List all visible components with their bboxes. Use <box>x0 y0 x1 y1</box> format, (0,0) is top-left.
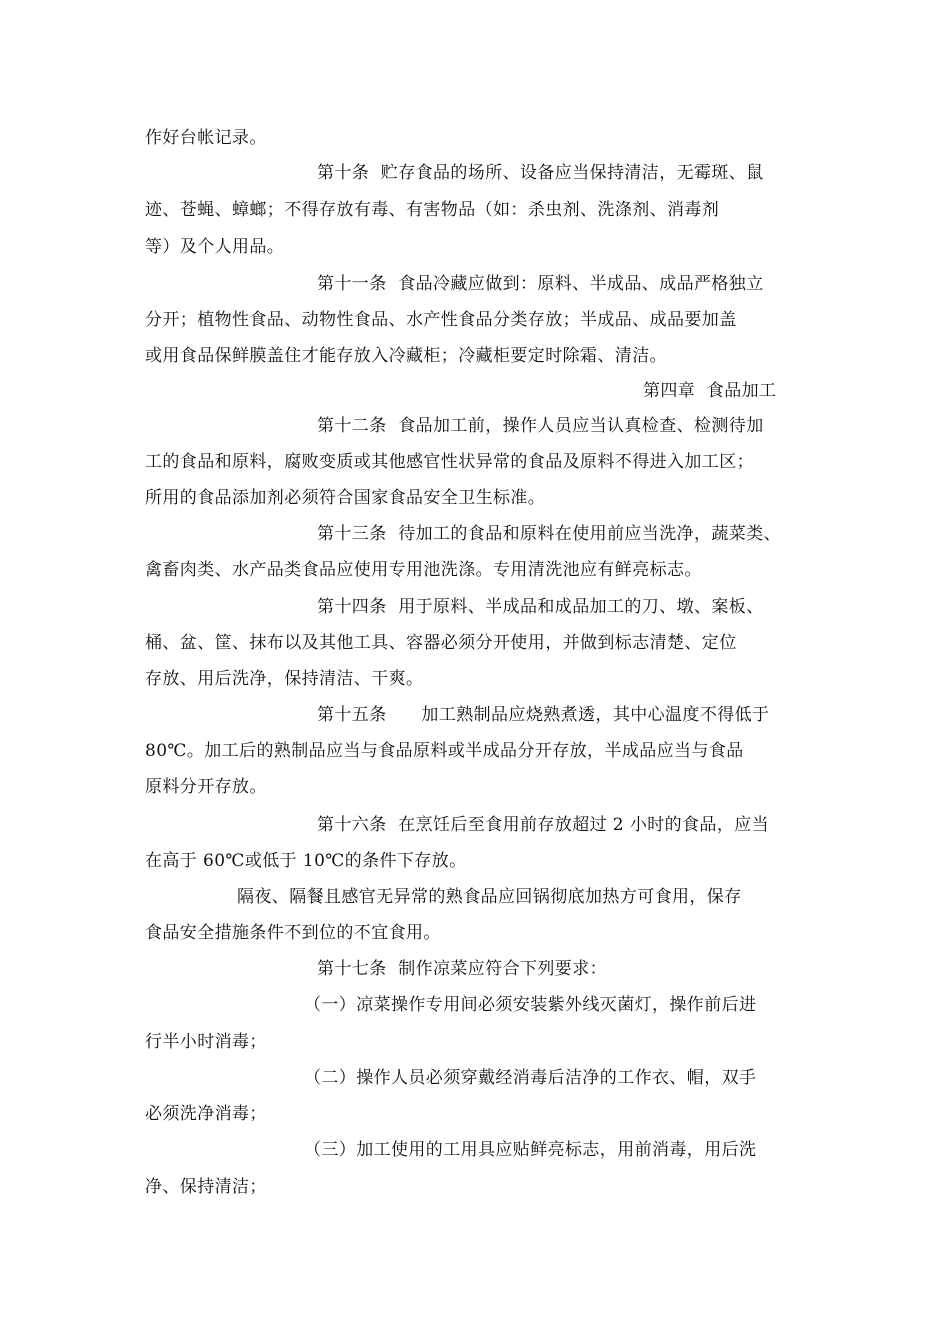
article-15-line-1: 第十五条 加工熟制品应烧熟煮透，其中心温度不得低于 <box>317 705 770 725</box>
article-15-line-3: 原料分开存放。 <box>145 777 267 797</box>
article-16-line-2: 在高于 60℃或低于 10℃的条件下存放。 <box>145 851 467 871</box>
article-17-item-2-line-1: （二）操作人员必须穿戴经消毒后洁净的工作衣、帽，双手 <box>304 1068 757 1088</box>
article-17-item-3-line-2: 净、保持清洁； <box>145 1177 267 1197</box>
article-17-heading: 第十七条 制作凉菜应符合下列要求： <box>317 959 608 979</box>
article-10-line-2: 迹、苍蝇、蟑螂；不得存放有毒、有害物品（如：杀虫剂、洗涤剂、消毒剂 <box>145 200 720 220</box>
article-17-item-3-line-1: （三）加工使用的工用具应贴鲜亮标志，用前消毒，用后洗 <box>304 1140 757 1160</box>
text-line-1: 作好台帐记录。 <box>145 128 267 148</box>
article-11-line-2: 分开；植物性食品、动物性食品、水产性食品分类存放；半成品、成品要加盖 <box>145 310 737 330</box>
article-12-line-2: 工的食品和原料，腐败变质或其他感官性状异常的食品及原料不得进入加工区； <box>145 452 754 472</box>
chapter-4-heading: 第四章 食品加工 <box>643 381 777 401</box>
article-10-line-1: 第十条 贮存食品的场所、设备应当保持清洁，无霉斑、鼠 <box>317 163 764 183</box>
article-15-line-2: 80℃。加工后的熟制品应当与食品原料或半成品分开存放，半成品应当与食品 <box>145 741 744 761</box>
article-14-line-2: 桶、盆、筐、抹布以及其他工具、容器必须分开使用，并做到标志清楚、定位 <box>145 633 737 653</box>
article-16-line-1: 第十六条 在烹饪后至食用前存放超过 2 小时的食品，应当 <box>317 815 770 835</box>
article-13-line-2: 禽畜肉类、水产品类食品应使用专用池洗涤。专用清洗池应有鲜亮标志。 <box>145 560 702 580</box>
article-17-item-1-line-1: （一）凉菜操作专用间必须安装紫外线灭菌灯，操作前后进 <box>304 995 757 1015</box>
article-17-item-2-line-2: 必须洗净消毒； <box>145 1104 267 1124</box>
article-12-line-3: 所用的食品添加剂必须符合国家食品安全卫生标准。 <box>145 488 546 508</box>
paragraph-leftover-food-line-1: 隔夜、隔餐且感官无异常的熟食品应回锅彻底加热方可食用，保存 <box>237 887 742 907</box>
article-17-item-1-line-2: 行半小时消毒； <box>145 1032 267 1052</box>
article-14-line-3: 存放、用后洗净，保持清洁、干爽。 <box>145 669 424 689</box>
article-12-line-1: 第十二条 食品加工前，操作人员应当认真检查、检测待加 <box>317 416 764 436</box>
article-10-line-3: 等）及个人用品。 <box>145 237 285 257</box>
article-11-line-3: 或用食品保鲜膜盖住才能存放入冷藏柜；冷藏柜要定时除霜、清洁。 <box>145 346 667 366</box>
article-13-line-1: 第十三条 待加工的食品和原料在使用前应当洗净，蔬菜类、 <box>317 524 782 544</box>
article-11-line-1: 第十一条 食品冷藏应做到：原料、半成品、成品严格独立 <box>317 274 764 294</box>
paragraph-leftover-food-line-2: 食品安全措施条件不到位的不宜食用。 <box>145 923 441 943</box>
article-14-line-1: 第十四条 用于原料、半成品和成品加工的刀、墩、案板、 <box>317 597 764 617</box>
